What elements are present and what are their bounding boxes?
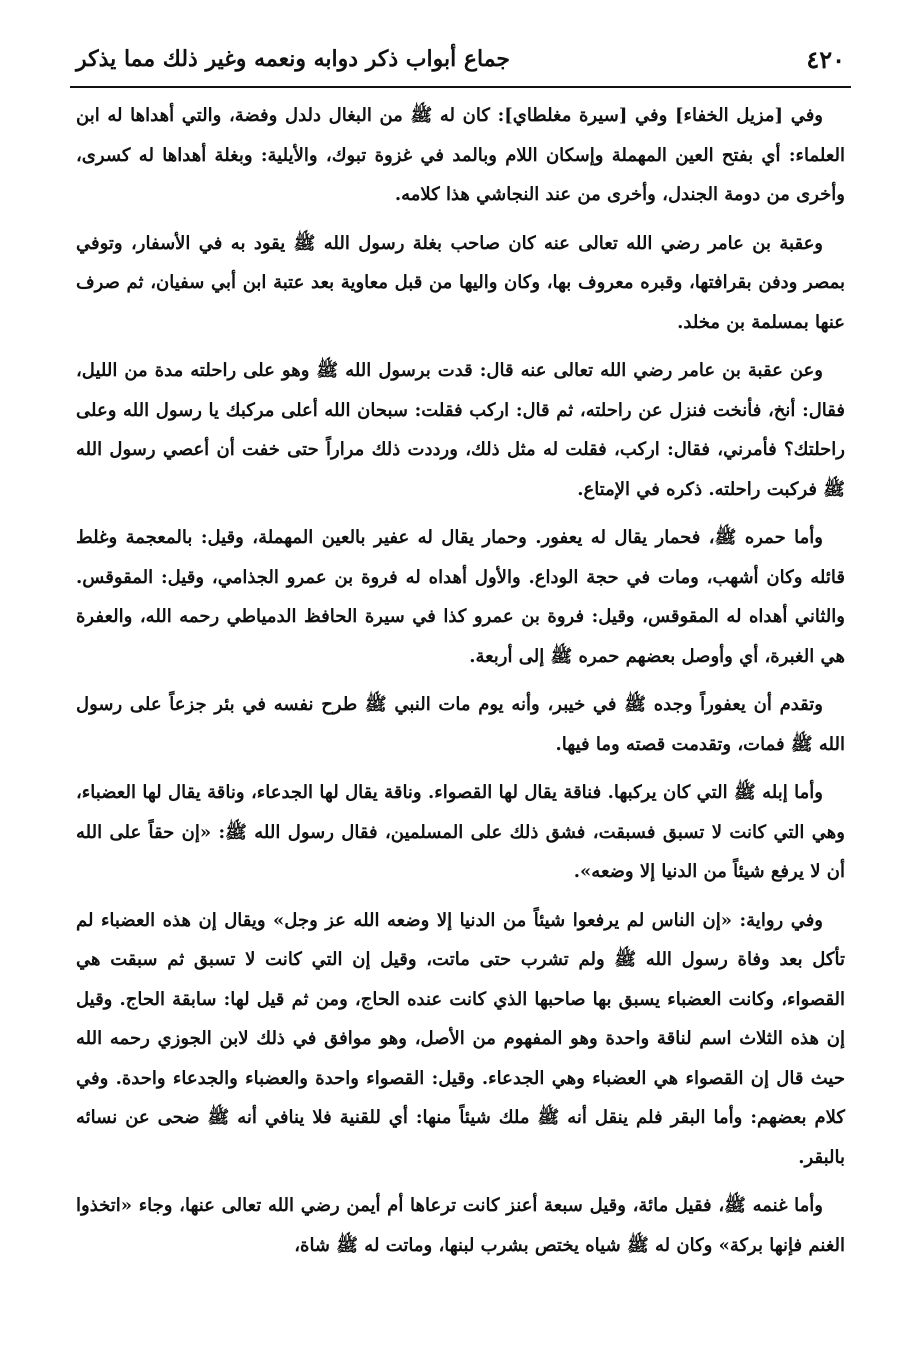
paragraph-mules: وفي [مزيل الخفاء] وفي [سيرة مغلطاي]: كان له ﷺ من البغال دلدل وفضة، والتي أهداها له ابن العلماء: أي بفتح العين المهملة وإسكان اللام وبالمد في غزوة تبوك، والأيلية: وبغلة أهداها له كسرى، وأخرى من دومة الجندل، وأخرى من عند النجاشي هذا كلامه. [76, 105, 845, 205]
running-title: جماع أبواب ذكر دوابه ونعمه وغير ذلك مما يذكر [76, 46, 511, 72]
paragraph-camels: وأما إبله ﷺ التي كان يركبها. فناقة يقال لها القصواء. وناقة يقال لها الجدعاء، وناقة يقال لها العضباء، وهي التي كانت لا تسبق فسبقت، فشق ذلك على المسلمين، فقال رسول الله ﷺ: «إن حقاً على الله أن لا يرفع شيئاً من الدنيا إلا وضعه». [76, 782, 845, 882]
paragraph-yafur: وتقدم أن يعفوراً وجده ﷺ في خيبر، وأنه يوم مات النبي ﷺ طرح نفسه في بئر جزعاً على رسول الله ﷺ فمات، وتقدمت قصته وما فيها. [76, 694, 845, 755]
page-number: ٤٢٠ [806, 44, 845, 74]
page-body [76, 96, 845, 1353]
paragraph-uqba-story: وعن عقبة بن عامر رضي الله تعالى عنه قال: قدت برسول الله ﷺ وهو على راحلته مدة من الليل، فقال: أنخ، فأنخت فنزل عن راحلته، ثم قال: اركب فقلت: سبحان الله أعلى مركبك يا رسول الله وعلى راحلتك؟ فأمرني، فقال: اركب، فقلت له مثل ذلك، ورددت ذلك مراراً حتى خفت أن أعصي رسول الله ﷺ فركبت راحلته. ذكره في الإمتاع. [76, 360, 845, 500]
paragraph-donkeys: وأما حمره ﷺ، فحمار يقال له يعفور. وحمار يقال له عفير بالعين المهملة، وقيل: بالمعجمة وغلط قائله وكان أشهب، ومات في حجة الوداع. والأول أهداه له فروة بن عمرو الجذامي، وقيل: المقوقس. والثاني أهداه له المقوقس، وقيل: فروة بن عمرو كذا في سيرة الحافظ الدمياطي رحمه الله، والعفرة هي الغبرة، أي وأوصل بعضهم حمره ﷺ إلى أربعة. [76, 527, 845, 667]
paragraph-sheep: وأما غنمه ﷺ، فقيل مائة، وقيل سبعة أعنز كانت ترعاها أم أيمن رضي الله تعالى عنها، وجاء «اتخذوا الغنم فإنها بركة» وكان له ﷺ شياه يختص بشرب لبنها، وماتت له ﷺ شاة، [76, 1195, 845, 1256]
page-header [70, 38, 851, 88]
paragraph-uqba: وعقبة بن عامر رضي الله تعالى عنه كان صاحب بغلة رسول الله ﷺ يقود به في الأسفار، وتوفي بمصر ودفن بقرافتها، وقبره معروف بها، وكان واليها من قبل معاوية بعد عتبة ابن أبي سفيان، ثم صرف عنها بمسلمة بن مخلد. [76, 232, 845, 333]
paragraph-riwaya: وفي رواية: «إن الناس لم يرفعوا شيئاً من الدنيا إلا وضعه الله عز وجل» ويقال إن هذه العضباء لم تأكل بعد وفاة رسول الله ﷺ ولم تشرب حتى ماتت، وقيل إن التي كانت لا تسبق ثم سبقت هي القصواء، وكانت العضباء يسبق بها صاحبها الذي كانت عنده الحاج، ومن ثم قيل لها: سابقة الحاج. وقيل إن هذه الثلاث اسم لناقة واحدة وهو المفهوم من الأصل، وهو موافق في ذلك لابن الجوزي رحمه الله حيث قال إن القصواء هي العضباء وهي الجدعاء. وقيل: القصواء واحدة والعضباء والجدعاء واحدة. وفي كلام بعضهم: وأما البقر فلم ينقل أنه ﷺ ملك شيئاً منها: أي للقنية فلا ينافي أنه ﷺ ضحى عن نسائه بالبقر. [76, 909, 845, 1168]
